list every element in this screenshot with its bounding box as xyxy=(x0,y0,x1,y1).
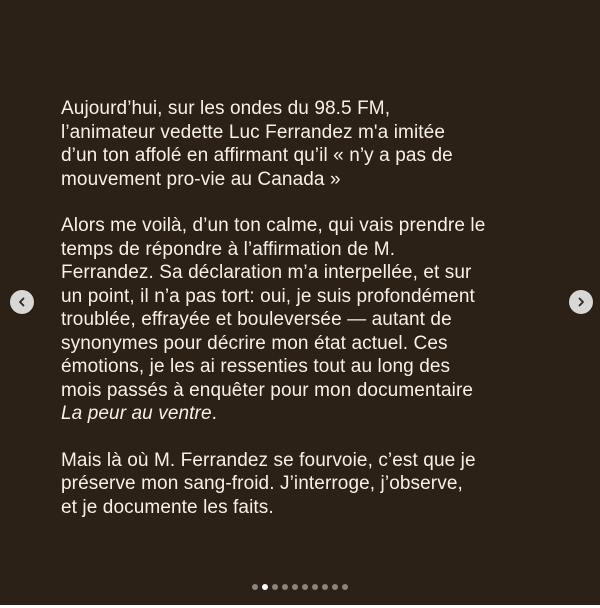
carousel-dot xyxy=(272,584,278,590)
paragraph-1: Aujourd’hui, sur les ondes du 98.5 FM, l’animateur vedette Luc Ferrandez m'a imitée d’un ton affolé en affirmant qu’il « n’y a pas de mouvement pro-vie au Canada » xyxy=(61,98,453,190)
post-text xyxy=(61,97,581,542)
carousel-dot xyxy=(292,584,298,590)
carousel-dot xyxy=(322,584,328,590)
carousel-dot xyxy=(312,584,318,590)
carousel-indicator xyxy=(0,584,600,590)
carousel-dot xyxy=(282,584,288,590)
carousel-dot xyxy=(342,584,348,590)
carousel-dot xyxy=(332,584,338,590)
next-slide-button[interactable] xyxy=(569,290,593,314)
previous-slide-button[interactable] xyxy=(10,290,34,314)
carousel-dot xyxy=(252,584,258,590)
paragraph-2 xyxy=(61,214,581,426)
chevron-left-icon xyxy=(16,296,28,308)
paragraph-2-end: . xyxy=(211,403,218,424)
documentary-title: La peur au ventre xyxy=(61,403,212,424)
carousel-dot xyxy=(262,584,268,590)
carousel-dot xyxy=(302,584,308,590)
paragraph-2-text: Alors me voilà, d’un ton calme, qui vais prendre le temps de répondre à l’affirmation de M. Ferrandez. Sa déclaration m’a interpellée, et sur un point, il n’a pas tort: oui, je suis profondément troublée, effrayée et bouleversée — autant de synonymes pour décrire mon état actuel. Ces émotions, je les ai ressenties tout au long des mois passés à enquêter pour mon documentaire xyxy=(61,215,486,401)
chevron-right-icon xyxy=(575,296,587,308)
paragraph-3: Mais là où M. Ferrandez se fourvoie, c’est que je préserve mon sang-froid. J’interroge, j’observe, et je documente les faits. xyxy=(61,449,476,518)
